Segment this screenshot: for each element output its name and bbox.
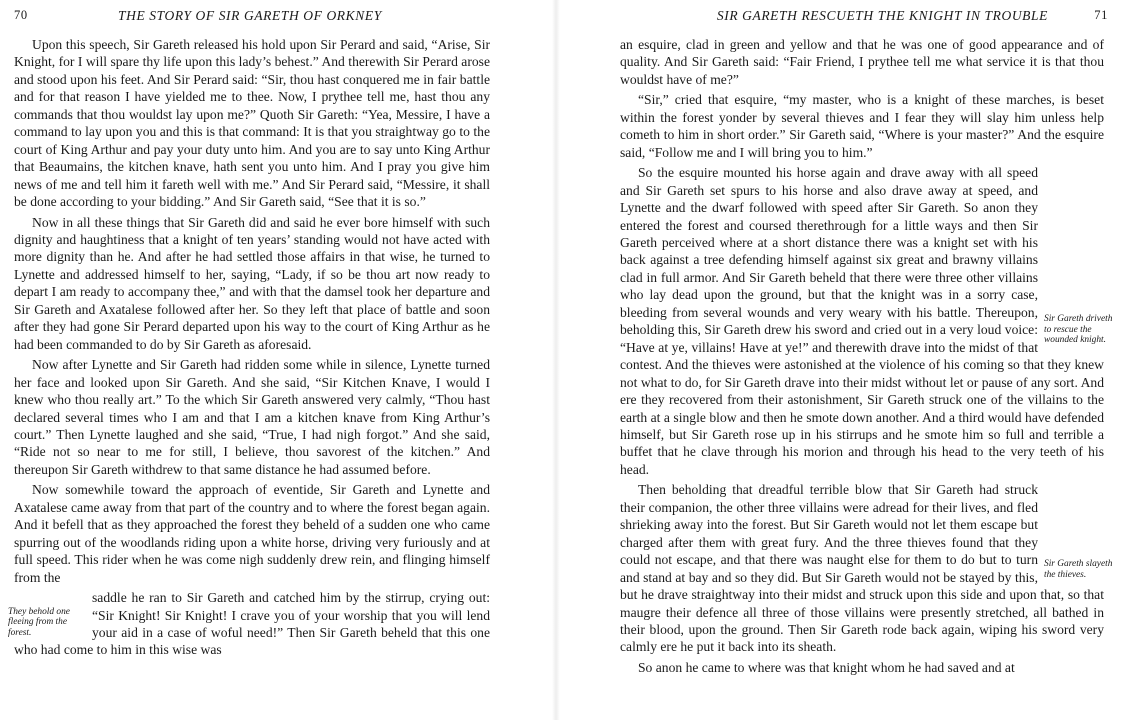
page-number-left: 70 <box>14 8 28 22</box>
running-head-left <box>14 8 504 30</box>
running-title-right: SIR GARETH RESCUETH THE KNIGHT IN TROUBLE <box>716 8 1048 23</box>
paragraph-continued: an esquire, clad in green and yellow and that he was one of good appearance and of quality. And Sir Gareth said: “Fair Friend, I prythee tell me what service it is that thou wouldst have of me?” <box>620 37 1104 87</box>
paragraph: “Sir,” cried that esquire, “my master, who is a knight of these marches, is beset within the forest yonder by several thieves and I fear they will slay him unless help cometh to him in short order.” Sir Gareth said, “Where is your master?” And the esquire said, “Follow me and I will bring you to him.” <box>620 92 1104 160</box>
left-page <box>0 0 552 720</box>
left-page-body <box>8 36 490 662</box>
paragraph: So anon he came to where was that knight whom he had saved and at <box>638 659 1015 675</box>
running-head-right <box>618 8 1108 30</box>
marginal-note-slay: Sir Gareth slayeth the thieves. <box>1044 559 1113 580</box>
paragraph: Now in all these things that Sir Gareth did and said he ever bore himself with such dignity and haughtiness that a knight of ten years’ standing would not have acted with more dignity than he. And after he had settled those affairs in that wise, he turned to Lynette and addressed himself to her, saying, “Lady, if so be thou art now ready to depart I am ready to accompany thee,” and with that the damsel took her departure and Sir Gareth and Axatalese followed after her. So they left that place of battle and soon after they had gone Sir Perard departed upon his way to the court of King Arthur as he had been commanded to do by Sir Gareth as aforesaid. <box>14 214 490 352</box>
paragraph: Now after Lynette and Sir Gareth had ridden some while in silence, Lynette turned her face and looked upon Sir Gareth. And she said, “Sir Kitchen Knave, I would I knew who thou really art.” To the which Sir Gareth answered very calmly, “Thou hast declared several times who I am and that I am a kitchen knave from King Arthur’s court.” Then Lynette laughed and she said, “True, I had nigh forgot.” And she said, “Ride not so near to me for still, I believe, thou savorest of the kitchen.” And thereupon Sir Gareth withdrew to that same distance he had assumed before. <box>14 357 490 477</box>
right-page-body <box>620 36 1113 679</box>
paragraph-continued: saddle he ran to Sir Gareth and catched him by the stirrup, crying out: “Sir Knight! Sir Knight! I crave you of your worship that you will lend your aid in a case of woful need!” Then Sir Gareth beheld that this one who had come to him in this wise was <box>14 590 490 658</box>
paragraph: So the esquire mounted his horse again and drave away with all speed and Sir Gareth set spurs to his horse and also drave away at speed, and Lynette and the dwarf followed with speed after Sir Gareth. So anon they entered the forest and coursed therethrough for a little ways and then Sir Gareth perceived where at a short distance there was a knight set with his back against a tree defending himself against six great and brawny villains clad in full armor. And Sir Gareth beheld that there were three other villains who lay dead upon the ground, but that the knight was in a sorry case, bleeding from several wounds and very weary with his battle. Thereupon, beholding this, Sir Gareth drew his sword and cried out in a very loud voice: “Have at ye, villains! Have at ye!” and therewith drave into the midst of that contest. And the thieves were astonished at the violence of his coming so that they knew not what to do, for Sir Gareth drave into their midst without let or pause of any sort. And ere they recovered from their astonishment, Sir Gareth struck one of the villains to the earth at a single blow and then he smote down another. And a third would have defended himself, but Sir Gareth rose up in his stirrups and he smote him so full and terrible a buffet that he clave through his morion and through his head to the very teeth of his head. <box>620 165 1104 477</box>
right-page <box>560 0 1125 720</box>
paragraph: Now somewhile toward the approach of eventide, Sir Gareth and Lynette and Axatalese came away from that part of the country and to where the forest began again. And it befell that as they approached the forest they beheld of a sudden one who came spurring out of the woodlands riding upon a white horse, driving very furiously and at full speed. This rider when he was come nigh suddenly drew rein, and flinging himself from the <box>14 482 490 585</box>
running-title-left: THE STORY OF SIR GARETH OF ORKNEY <box>118 8 382 23</box>
page-number-right: 71 <box>1094 8 1108 22</box>
paragraph: Upon this speech, Sir Gareth released his hold upon Sir Perard and said, “Arise, Sir Knight, for I will spare thy life upon this lady’s behest.” And therewith Sir Perard arose and stood upon his feet. And Sir Perard said: “Sir, thou hast conquered me in fair battle and for that reason I have yielded me to thee. Now, I prythee tell me, hast thou any commands that thou wouldst lay upon me?” Quoth Sir Gareth: “Yea, Messire, I have a command to lay upon you and this is that command: It is that you straightway go to the court of King Arthur and pay your duty unto him. And you are to say unto King Arthur that Beaumains, the kitchen knave, hath sent you unto him. And I pray you give him news of me and tell him it fareth well with me.” And Sir Perard said, “Messire, it shall be done according to your bidding.” And Sir Gareth said, “See that it is so.” <box>14 37 490 210</box>
marginal-note-left: They behold one fleeing from the forest. <box>8 607 70 638</box>
paragraph: Then beholding that dreadful terrible blow that Sir Gareth had struck their companion, the other three villains were adread for their lives, and fled shrieking away into the forest. But Sir Gareth would not let them escape but charged after them with great fury. And the three thieves found that they could not escape, and that there was naught else for them to do but to turn and stand at bay and so they did. But Sir Gareth would not be stayed by this, but he drave straightway into their midst and struck upon this side and upon that, so that maugre their defence all three of those villains were presently stretched, all bathed in their blood, upon the ground. Then Sir Gareth rode back again, wiping his sword very calmly ere he put it back into its sheath. <box>620 482 1104 655</box>
marginal-note-rescue: Sir Gareth driveth to rescue the wounded knight. <box>1044 314 1113 345</box>
book-gutter <box>552 0 560 720</box>
